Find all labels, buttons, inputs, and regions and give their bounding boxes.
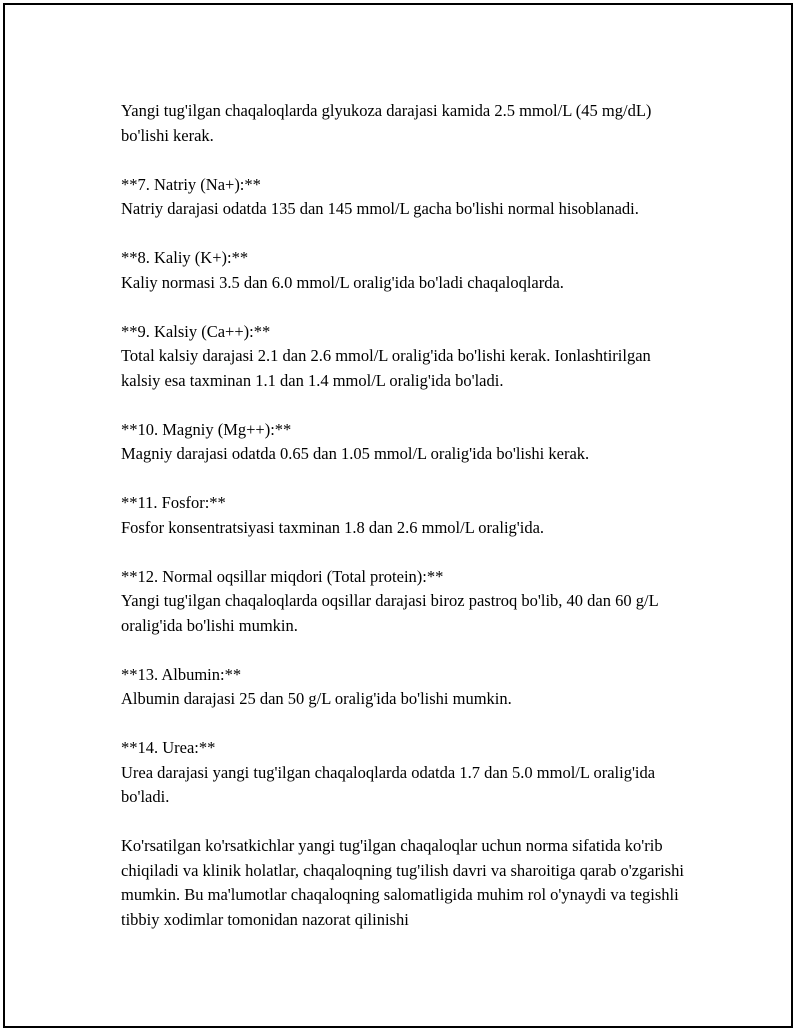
section-heading: **10. Magniy (Mg++):** (121, 419, 292, 439)
section-heading: **11. Fosfor:** (121, 493, 226, 512)
section-heading: **13. Albumin:** (121, 664, 242, 684)
conclusion-text: Ko'rsatilgan ko'rsatkichlar yangi tug'ilgan chaqaloqlar uchun norma sifatida ko'rib chiqiladi va klinik holatlar, chaqaloqning tug'ilish davri va sharoitiga qarab o'zgarishi mumkin. Bu ma'lumotlar chaqaloqning salomatligida muhim rol o'ynaydi va tegishli tibbiy xodimlar tomonidan nazorat qilinishi (121, 836, 684, 929)
section-body: Fosfor konsentratsiyasi taxminan 1.8 dan 2.6 mmol/L oralig'ida. (121, 517, 545, 537)
document-content (121, 99, 691, 957)
section-natriy (121, 173, 691, 222)
section-heading: **14. Urea:** (121, 738, 216, 757)
section-body: Kaliy normasi 3.5 dan 6.0 mmol/L oralig'ida bo'ladi chaqaloqlarda. (121, 272, 564, 292)
section-body: Natriy darajasi odatda 135 dan 145 mmol/L gacha bo'lishi normal hisoblanadi. (121, 199, 639, 218)
section-heading: **7. Natriy (Na+):** (121, 174, 261, 194)
section-kalsiy (121, 320, 691, 394)
section-body: Magniy darajasi odatda 0.65 dan 1.05 mmol/L oralig'ida bo'lishi kerak. (121, 444, 590, 463)
section-fosfor (121, 491, 691, 540)
section-heading: **12. Normal oqsillar miqdori (Total protein):** (121, 566, 444, 586)
conclusion-paragraph (121, 834, 691, 932)
section-albumin (121, 663, 691, 712)
section-urea (121, 736, 691, 810)
intro-text: Yangi tug'ilgan chaqaloqlarda glyukoza darajasi kamida 2.5 mmol/L (45 mg/dL) bo'lishi kerak. (121, 101, 652, 145)
section-body: Urea darajasi yangi tug'ilgan chaqaloqlarda odatda 1.7 dan 5.0 mmol/L oralig'ida bo'ladi. (121, 762, 656, 806)
section-heading: **8. Kaliy (K+):** (121, 248, 249, 267)
section-body: Total kalsiy darajasi 2.1 dan 2.6 mmol/L oralig'ida bo'lishi kerak. Ionlashtirilgan kalsiy esa taxminan 1.1 dan 1.4 mmol/L oralig'ida bo'ladi. (121, 346, 651, 390)
section-heading: **9. Kalsiy (Ca++):** (121, 321, 271, 341)
section-kaliy (121, 246, 691, 295)
section-magniy (121, 418, 691, 467)
section-body: Yangi tug'ilgan chaqaloqlarda oqsillar darajasi biroz pastroq bo'lib, 40 dan 60 g/L oralig'ida bo'lishi mumkin. (121, 591, 659, 635)
section-total-protein (121, 565, 691, 639)
document-page (3, 3, 793, 1028)
intro-paragraph (121, 99, 691, 148)
section-body: Albumin darajasi 25 dan 50 g/L oralig'ida bo'lishi mumkin. (121, 689, 512, 708)
